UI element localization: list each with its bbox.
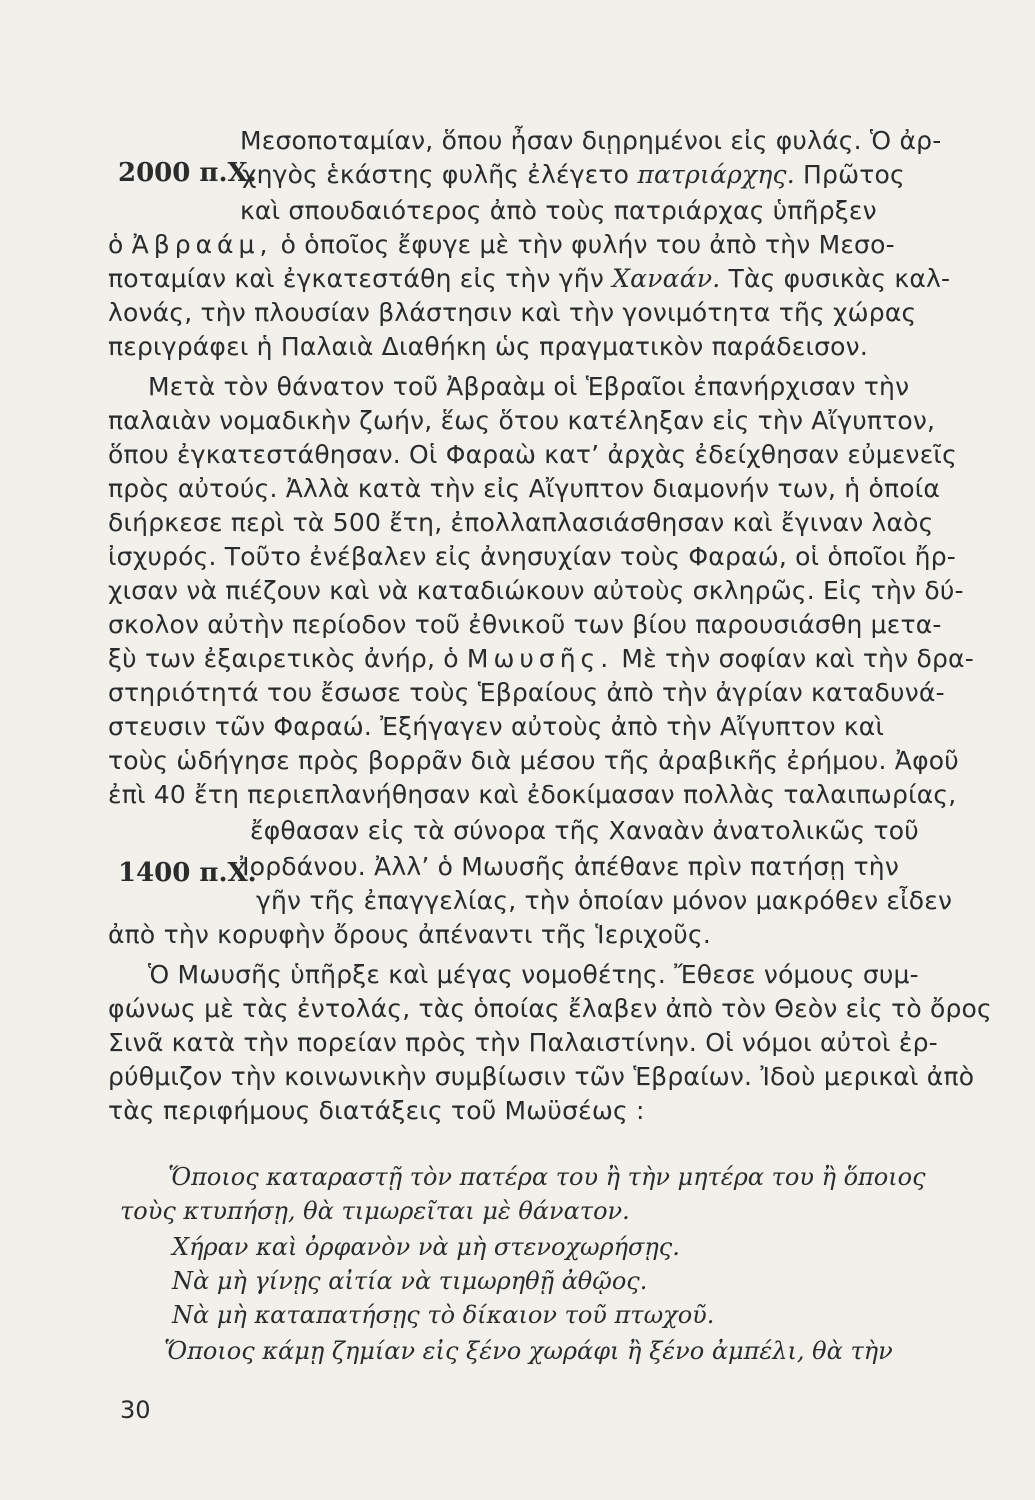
text-line: Μετὰ τὸν θάνατον τοῦ Ἀβραὰμ οἱ Ἑβραῖοι ἐπανήρχισαν τὴν — [148, 372, 910, 401]
text-line: πρὸς αὐτούς. Ἀλλὰ κατὰ τὴν εἰς Αἴγυπτον διαμονήν των, ἡ ὁποία — [108, 474, 941, 503]
text-span: Πρῶτος — [803, 160, 905, 189]
quote-line: Ὅποιος κάμῃ ζημίαν εἰς ξένο χωράφι ἢ ξένο ἀμπέλι, θὰ τὴν — [164, 1337, 893, 1365]
quote-line: τοὺς κτυπήσῃ, θὰ τιμωρεῖται μὲ θάνατον. — [120, 1197, 630, 1225]
text-line: Μεσοποταμίαν, ὅπου ἦσαν διῃρημένοι εἰς φυλάς. Ὁ ἀρ- — [240, 126, 942, 155]
italic-term: Χαναάν. — [612, 264, 721, 293]
text-line: ρύθμιζον τὴν κοινωνικὴν συμβίωσιν τῶν Ἑβραίων. Ἰδοὺ μερικαὶ ἀπὸ — [108, 1062, 975, 1091]
text-line: φώνως μὲ τὰς ἐντολάς, τὰς ὁποίας ἔλαβεν ἀπὸ τὸν Θεὸν εἰς τὸ ὄρος — [108, 994, 992, 1023]
text-line — [108, 230, 895, 260]
text-span: ὁ ὁποῖος ἔφυγε μὲ τὴν φυλήν του ἀπὸ τὴν Μεσο- — [280, 230, 895, 259]
text-line: παλαιὰν νομαδικὴν ζωήν, ἕως ὅτου κατέληξαν εἰς τὴν Αἴγυπτον, — [108, 406, 936, 435]
quote-line: Νὰ μὴ καταπατήσῃς τὸ δίκαιον τοῦ πτωχοῦ. — [172, 1301, 715, 1329]
text-line — [242, 160, 905, 190]
text-line: χισαν νὰ πιέζουν καὶ νὰ καταδιώκουν αὐτοὺς σκληρῶς. Εἰς τὴν δύ- — [108, 576, 964, 605]
text-line: ἀπὸ τὴν κορυφὴν ὄρους ἀπέναντι τῆς Ἱεριχοῦς. — [108, 920, 711, 949]
text-span: Τὰς φυσικὰς καλ- — [728, 264, 951, 293]
spaced-name-moses: Μωυσῆς. — [466, 644, 614, 673]
text-line: καὶ σπουδαιότερος ἀπὸ τοὺς πατριάρχας ὑπῆρξεν — [240, 196, 877, 225]
text-line: σκολον αὐτὴν περίοδον τοῦ ἐθνικοῦ των βίου παρουσιάσθη μετα- — [108, 610, 942, 639]
text-line: στευσιν τῶν Φαραώ. Ἐξήγαγεν αὐτοὺς ἀπὸ τὴν Αἴγυπτον καὶ — [108, 712, 885, 741]
spaced-name-abraham: Ἀβραάμ, — [131, 230, 273, 259]
text-line: ἔφθασαν εἰς τὰ σύνορα τῆς Χαναὰν ἀνατολικῶς τοῦ — [250, 816, 919, 845]
text-span: Μὲ τὴν σοφίαν καὶ τὴν δρα- — [621, 644, 974, 673]
text-span: χηγὸς ἑκάστης φυλῆς ἐλέγετο — [242, 160, 630, 189]
text-line: τὰς περιφήμους διατάξεις τοῦ Μωϋσέως : — [108, 1096, 645, 1125]
quote-line: Ὅποιος καταραστῇ τὸν πατέρα του ἢ τὴν μητέρα του ἢ ὅποιος — [168, 1163, 926, 1191]
text-line: γῆν τῆς ἐπαγγελίας, τὴν ὁποίαν μόνον μακρόθεν εἶδεν — [256, 886, 953, 915]
page-number: 30 — [120, 1396, 151, 1424]
text-line — [108, 644, 974, 674]
text-line: Ὁ Μωυσῆς ὑπῆρξε καὶ μέγας νομοθέτης. Ἔθεσε νόμους συμ- — [148, 960, 919, 989]
margin-date-2000bc: 2000 π.Χ. — [118, 158, 257, 188]
text-line: Ἰορδάνου. Ἀλλ’ ὁ Μωυσῆς ἀπέθανε πρὶν πατήσῃ τὴν — [240, 852, 900, 881]
text-span: ποταμίαν καὶ ἐγκατεστάθη εἰς τὴν γῆν — [108, 264, 605, 293]
text-span: ξὺ των ἐξαιρετικὸς ἀνήρ, ὁ — [108, 644, 459, 673]
text-line: περιγράφει ἡ Παλαιὰ Διαθήκη ὡς πραγματικὸν παράδεισον. — [108, 332, 868, 361]
text-span: ὁ — [108, 230, 124, 259]
quote-line: Νὰ μὴ γίνῃς αἰτία νὰ τιμωρηθῇ ἀθῷος. — [172, 1267, 648, 1295]
text-line: διήρκεσε περὶ τὰ 500 ἔτη, ἐπολλαπλασιάσθησαν καὶ ἔγιναν λαὸς — [108, 508, 934, 537]
text-line: τοὺς ὡδήγησε πρὸς βορρᾶν διὰ μέσου τῆς ἀραβικῆς ἐρήμου. Ἀφοῦ — [108, 746, 959, 775]
margin-date-1400bc: 1400 π.Χ. — [118, 858, 257, 888]
text-line: Σινᾶ κατὰ τὴν πορείαν πρὸς τὴν Παλαιστίνην. Οἱ νόμοι αὐτοὶ ἐρ- — [108, 1028, 938, 1057]
text-line: στηριότητά του ἔσωσε τοὺς Ἑβραίους ἀπὸ τὴν ἀγρίαν καταδυνά- — [108, 678, 945, 707]
text-line: ὅπου ἐγκατεστάθησαν. Οἱ Φαραὼ κατ’ ἀρχὰς ἐδείχθησαν εὐμενεῖς — [108, 440, 957, 469]
text-line: ἰσχυρός. Τοῦτο ἐνέβαλεν εἰς ἀνησυχίαν τοὺς Φαραώ, οἱ ὁποῖοι ἤρ- — [108, 542, 957, 571]
italic-term: πατριάρχης. — [637, 160, 795, 189]
text-line: ἐπὶ 40 ἔτη περιεπλανήθησαν καὶ ἐδοκίμασαν πολλὰς ταλαιπωρίας, — [108, 780, 957, 809]
text-line: λονάς, τὴν πλουσίαν βλάστησιν καὶ τὴν γονιμότητα τῆς χώρας — [108, 298, 917, 327]
quote-line: Χήραν καὶ ὀρφανὸν νὰ μὴ στενοχωρήσῃς. — [172, 1233, 680, 1261]
text-line — [108, 264, 950, 294]
